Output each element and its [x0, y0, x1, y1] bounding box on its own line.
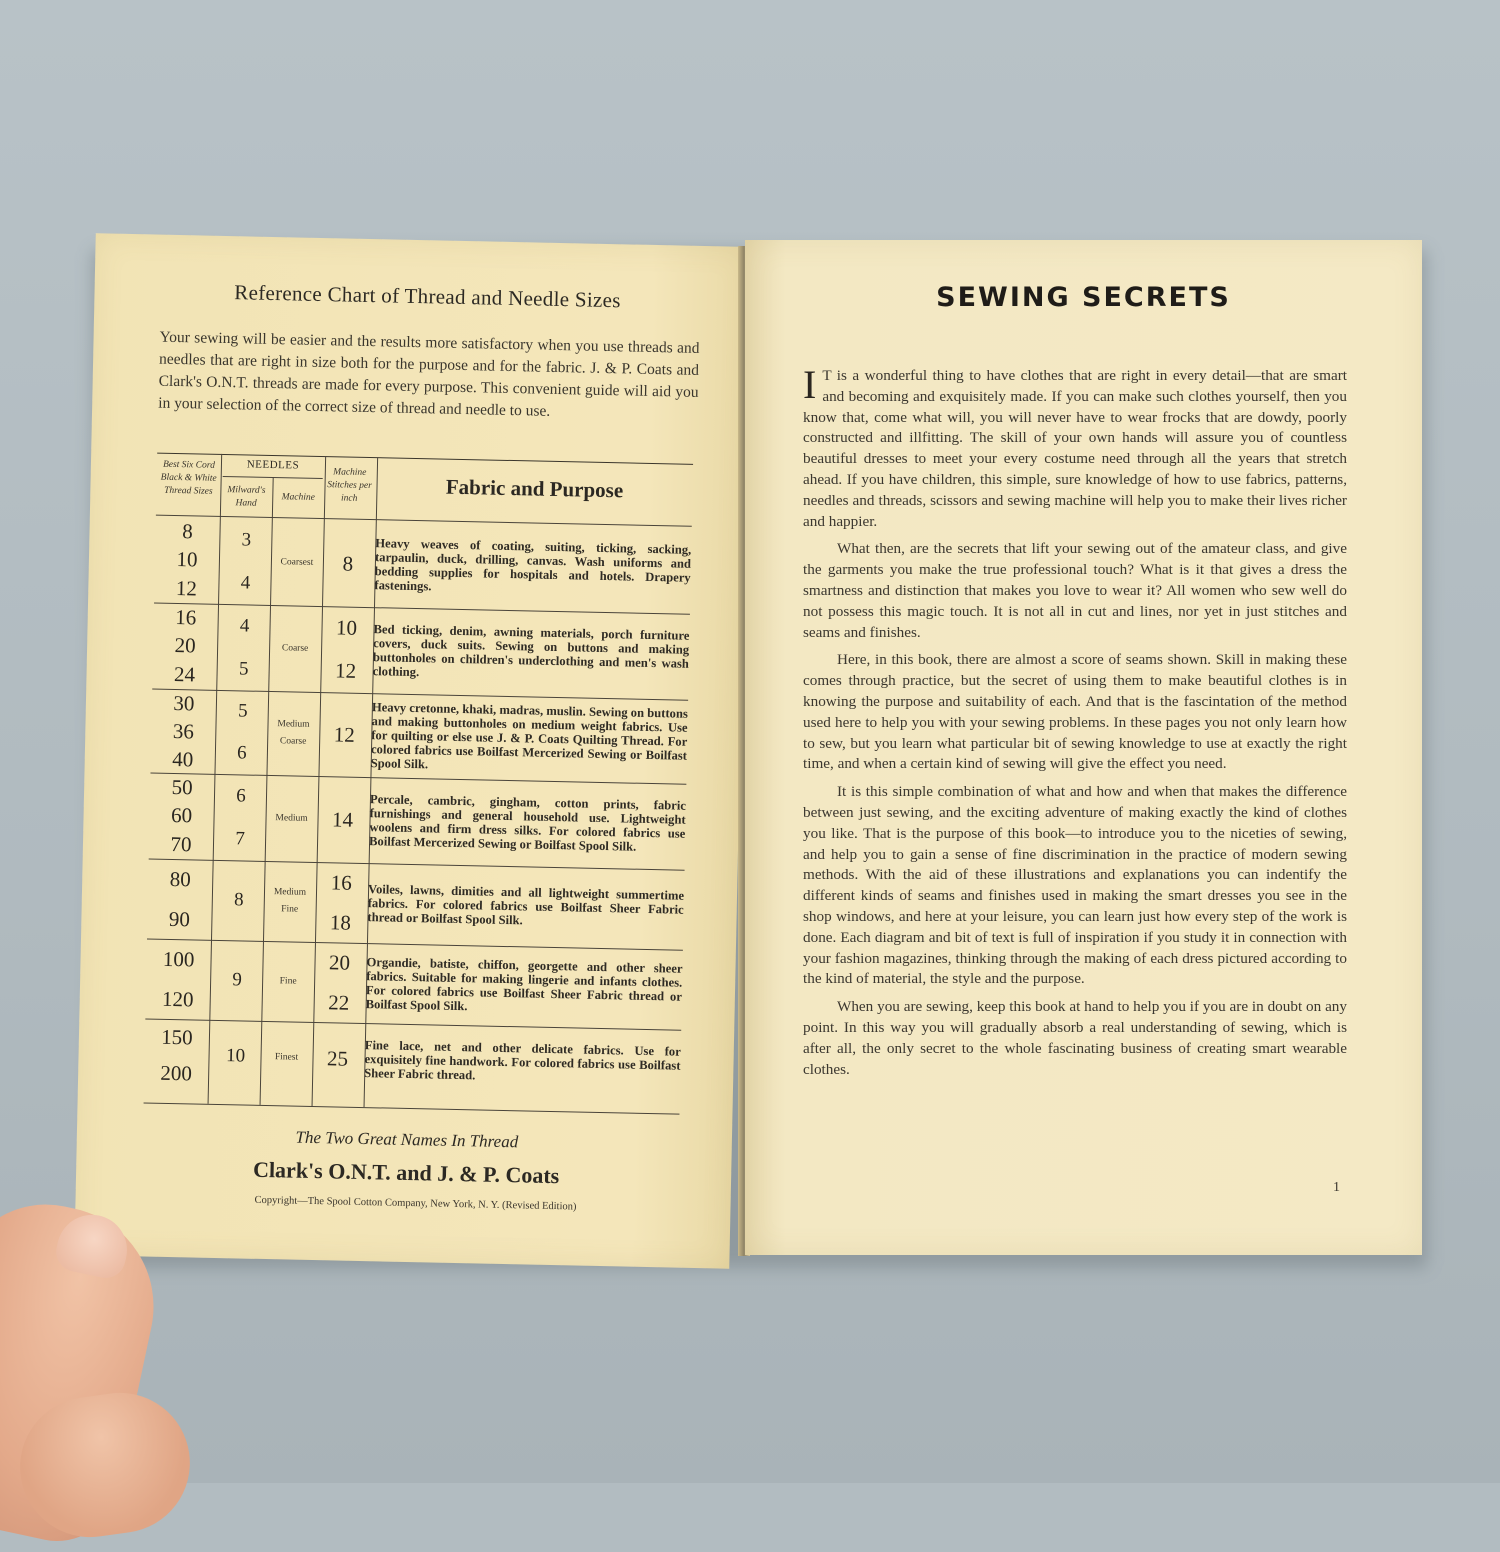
thread-size-cell-value: 70	[170, 832, 192, 857]
thread-size-cell-value: 20	[174, 633, 196, 658]
hand-needle-cell-value: 5	[238, 657, 249, 680]
hand-needle-cell-value: 10	[225, 1045, 246, 1067]
machine-needle-cell	[263, 861, 317, 942]
hand-needle-cell-value: 3	[241, 528, 252, 551]
machine-needle-cell-value: Medium	[277, 719, 310, 730]
fabric-purpose-text: Voiles, lawns, dimities and all lightweight summertime fabrics. For colored fabrics use Boilfast Sheer Fabric thread or Boilfast Spool Silk.	[367, 882, 685, 928]
hand-needle-cell	[215, 774, 267, 861]
chart-page-title: Reference Chart of Thread and Needle Sizes	[234, 280, 622, 313]
hand-needle-cell	[220, 518, 272, 605]
thread-size-cell	[144, 1018, 209, 1091]
footer-tagline: The Two Great Names In Thread	[295, 1127, 519, 1152]
machine-needle-cell	[268, 605, 322, 692]
paragraph-3: Here, in this book, there are almost a score of seams shown. Skill in making these comes through practice, but the secret of using them to make beautiful clothes is in knowing the purpose and suitability of each. And that is the fascintation of the method used here to help you with your sewing problems. In these pages you not only learn how to sew, but you learn what particular bit of sewing knowledge to use at exactly the right time, and when a certain kind of sewing will give the effect you need.	[803, 651, 1347, 773]
fabric-purpose-cell	[374, 521, 692, 614]
stitches-cell-value: 18	[329, 909, 352, 935]
header-needles: NEEDLES	[246, 458, 300, 472]
fabric-purpose-text: Bed ticking, denim, awning materials, porch furniture covers, duck suits. Sewing on buttons and making buttonholes on children's underclothing and men's wash clothing.	[372, 622, 690, 680]
thread-size-cell	[147, 858, 213, 939]
paragraph-2: What then, are the secrets that lift your sewing out of the amateur class, and give the garments you make the true professional touch? What is it that gives a dress the smartness and distinction that makes you love to wear it? All women who sew well do not possess this magic touch. It is not all in cut and lines, nor yet in just stitches and seams and finishes.	[803, 540, 1347, 641]
stitches-cell	[317, 776, 369, 863]
hand-needle-cell	[216, 690, 268, 775]
thread-size-cell-value: 10	[176, 547, 198, 572]
machine-needle-cell-value: Fine	[279, 975, 297, 987]
machine-needle-cell-value: Fine	[281, 904, 299, 915]
stitches-cell	[315, 862, 367, 943]
machine-needle-cell-value: Finest	[274, 1051, 299, 1063]
thread-size-cell-value: 100	[162, 946, 195, 971]
machine-needle-cell-value: Coarse	[281, 642, 309, 654]
sewing-secrets-title: SEWING SECRETS	[936, 282, 1231, 313]
hand-needle-cell-value: 6	[236, 784, 247, 807]
thread-size-cell	[145, 938, 211, 1019]
header-hand: Milward's Hand	[227, 485, 266, 509]
thread-size-cell-value: 50	[171, 774, 193, 800]
thread-size-cell-value: 60	[170, 803, 193, 828]
fabric-purpose-text: Percale, cambric, gingham, cotton prints, fabric furnishings and general household use. Lightweight woolens and firm dress silks. For colored fabrics use Boilfast Mercerized Sewing or Boilfast Spool Silk.	[368, 792, 687, 854]
stitches-cell	[313, 942, 365, 1023]
thread-size-cell	[152, 603, 218, 690]
hand-needle-cell	[218, 604, 270, 691]
drop-cap: I	[803, 362, 817, 407]
paragraph-1	[803, 362, 1347, 532]
thread-size-cell-value: 150	[160, 1024, 193, 1049]
machine-needle-cell-value: Medium	[275, 812, 308, 824]
fabric-purpose-cell	[372, 607, 690, 700]
stitches-cell	[312, 1022, 363, 1095]
hand-needle-cell-value: 5	[237, 700, 248, 722]
stitches-cell-value: 12	[333, 721, 356, 747]
stitches-cell-value: 8	[342, 550, 354, 576]
footer-brands: Clark's O.N.T. and J. & P. Coats	[252, 1156, 560, 1189]
hand-needle-cell-value: 7	[235, 827, 246, 850]
hand-needle-cell-value: 9	[232, 969, 243, 991]
thread-size-cell-value: 24	[173, 662, 196, 687]
hand-needle-cell	[210, 1020, 261, 1093]
chart-intro-text: Your sewing will be easier and the results more satisfactory when you use threads and needles that are right in size both for the purpose and for the fabric. J. & P. Coats and Clark's O.N.T. threads are made for every purpose. This convenient guide will aid you in your selection of the correct size of thread and needle to use.	[158, 328, 700, 420]
hand-needle-cell	[213, 860, 265, 941]
hand-needle-cell	[211, 940, 263, 1021]
fabric-purpose-cell	[367, 863, 685, 950]
stitches-cell	[318, 692, 370, 777]
header-fabric-purpose: Fabric and Purpose	[445, 474, 624, 503]
machine-needle-cell	[266, 691, 320, 776]
hand-needle-cell-value: 8	[233, 889, 244, 911]
sewing-secrets-body	[803, 362, 1347, 1087]
thread-size-cell-value: 40	[172, 746, 194, 771]
footer-copyright: Copyright—The Spool Cotton Company, New York, N. Y. (Revised Edition)	[254, 1194, 577, 1213]
header-thread-sizes: Best Six Cord Black & White Thread Sizes	[160, 459, 217, 497]
fabric-purpose-cell	[365, 943, 683, 1030]
paragraph-1-text: T is a wonderful thing to have clothes that are right in every detail—that are smart and becoming and exquisitely made. If you can make such clothes yourself, then you know that, come what will, you will never have to wear frocks that are dowdy, poorly constructed and illfitting. The skill of your own hands will assure you of countless beautiful dresses to meet your every costume need through all the years that stretch ahead. If you have children, this simple, sure knowledge of how to use fabrics, patterns, needles and threads, scissors and sewing machine will help you to make their lives richer and happier.	[803, 367, 1347, 530]
stitches-cell-value: 16	[330, 869, 352, 895]
fabric-purpose-text: Heavy cretonne, khaki, madras, muslin. Sewing on buttons and making buttonholes on medium weight fabrics. Use for quilting or else use J. & P. Coats Quilting Thread. For colored fabrics use Boilfast Mercerized Sewing or Boilfast Spool Silk.	[370, 700, 688, 772]
chart-bottom-rule	[144, 1102, 680, 1114]
thread-size-cell-value: 90	[168, 906, 191, 931]
header-stitches: Machine Stitches per inch	[327, 467, 372, 504]
thread-needle-chart	[143, 453, 693, 1124]
stitches-cell-value: 25	[326, 1045, 349, 1071]
fabric-purpose-text: Organdie, batiste, chiffon, georgette and other sheer fabrics. Suitable for making lingerie and infants clothes. For colored fabrics use Boilfast Sheer Fabric thread or Boilfast Spool Silk.	[365, 955, 683, 1014]
paragraph-5: When you are sewing, keep this book at hand to help you if you are in doubt on any point. In this way you will gradually absorb a real understanding of sewing, which is after all, the only secret to the whole fascinating business of creating smart wearable clothes.	[803, 998, 1347, 1078]
stitches-cell	[320, 606, 372, 693]
machine-needle-cell	[261, 941, 315, 1022]
thread-size-cell	[154, 517, 220, 604]
fabric-purpose-text: Heavy weaves of coating, suiting, ticking, sacking, tarpaulin, duck, drilling, canvas. Wash uniforms and bedding supplies for hospitals and hotels. Drapery fastenings.	[374, 536, 692, 594]
hand-needle-cell-value: 6	[236, 742, 247, 764]
thread-size-cell-value: 30	[173, 690, 195, 715]
fabric-purpose-cell	[369, 777, 687, 870]
fabric-purpose-cell	[370, 693, 688, 784]
stitches-cell-value: 14	[331, 806, 354, 832]
fabric-purpose-cell	[364, 1023, 681, 1102]
machine-needle-cell	[265, 775, 319, 862]
header-machine: Machine	[281, 492, 316, 503]
machine-needle-cell	[270, 519, 324, 606]
thread-size-cell	[149, 773, 215, 860]
stitches-cell	[322, 520, 374, 607]
thread-size-cell	[150, 689, 216, 774]
thread-size-cell-value: 16	[175, 604, 197, 630]
right-page	[745, 240, 1422, 1255]
fabric-purpose-text: Fine lace, net and other delicate fabrics. Use for exquisitely fine handwork. For colored fabrics use Boilfast Sheer Fabric thread.	[364, 1038, 681, 1083]
hand-needle-cell-value: 4	[239, 614, 250, 637]
thread-size-cell-value: 80	[169, 866, 192, 891]
stitches-cell-value: 10	[335, 615, 358, 640]
thread-size-cell-value: 36	[172, 718, 195, 743]
stitches-cell-value: 12	[334, 658, 357, 683]
thread-size-cell-value: 200	[160, 1060, 193, 1085]
hand-needle-cell-value: 4	[240, 571, 251, 594]
machine-needle-cell	[260, 1021, 313, 1094]
thread-size-cell-value: 120	[161, 986, 194, 1011]
machine-needle-cell-value: Coarsest	[280, 556, 314, 568]
stitches-cell-value: 22	[327, 989, 350, 1015]
thread-size-cell-value: 8	[182, 518, 194, 544]
page-number: 1	[1333, 1180, 1340, 1195]
machine-needle-cell-value: Coarse	[279, 736, 307, 747]
thread-size-cell-value: 12	[175, 576, 198, 601]
machine-needle-cell-value: Medium	[273, 887, 307, 898]
stitches-cell-value: 20	[328, 949, 351, 975]
paragraph-4: It is this simple combination of what and how and when that makes the difference between just sewing, and the exciting adventure of making exactly the kind of clothes you like. That is the purpose of this book—to introduce you to the niceties of sewing, and help you to gain a sense of fine discrimination in the practice of modern sewing methods. With the aid of these illustrations and explanations you can indentify the different kinds of seams and finishes used in making the smart dresses you see in the shop windows, and here at your leisure, you can learn just how every step of the work is done. Each diagram and bit of text is full of inspiration if you study it in connection with your fashion magazines, thinking through the making of each dress pictured according to the kind of material, the style and the purpose.	[803, 783, 1347, 988]
left-page	[74, 233, 750, 1268]
